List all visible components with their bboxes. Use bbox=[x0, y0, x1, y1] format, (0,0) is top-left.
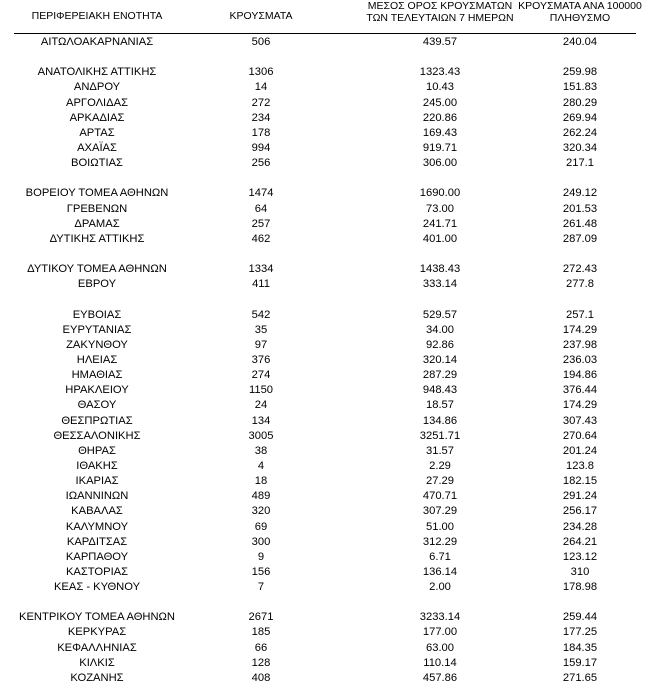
rate-per-100k-cell: 123.12 bbox=[562, 550, 598, 563]
region-name-cell: ΔΥΤΙΚΗΣ ΑΤΤΙΚΗΣ bbox=[49, 232, 145, 245]
avg-7-days-cell: 470.71 bbox=[422, 490, 458, 503]
table-row bbox=[0, 474, 650, 489]
region-name-cell: ΑΧΑΪΑΣ bbox=[77, 141, 117, 154]
avg-7-days-cell: 2.00 bbox=[429, 581, 451, 594]
cases-cell: 408 bbox=[251, 671, 271, 684]
table-row bbox=[0, 353, 650, 368]
avg-7-days-cell: 1690.00 bbox=[419, 187, 461, 200]
region-name-cell: ΒΟΡΕΙΟΥ ΤΟΜΕΑ ΑΘΗΝΩΝ bbox=[25, 187, 169, 200]
cases-cell: 4 bbox=[257, 459, 265, 472]
table-row bbox=[0, 368, 650, 383]
region-name-cell: ΚΙΛΚΙΣ bbox=[79, 656, 115, 669]
table-row bbox=[0, 323, 650, 338]
region-name-cell: ΘΗΡΑΣ bbox=[78, 444, 116, 457]
rate-per-100k-cell: 291.24 bbox=[562, 490, 598, 503]
table-row bbox=[0, 202, 650, 217]
region-name-cell: ΔΡΑΜΑΣ bbox=[74, 217, 120, 230]
table-row bbox=[0, 217, 650, 232]
avg-7-days-cell: 134.86 bbox=[422, 414, 458, 427]
rate-per-100k-cell: 201.53 bbox=[562, 202, 598, 215]
avg-7-days-cell: 110.14 bbox=[423, 656, 457, 669]
rate-per-100k-cell: 182.15 bbox=[562, 475, 598, 488]
cases-cell: 97 bbox=[254, 338, 268, 351]
rate-per-100k-cell: 261.48 bbox=[562, 217, 598, 230]
table-row bbox=[0, 141, 650, 156]
region-name-cell: ΕΥΒΟΙΑΣ bbox=[72, 308, 122, 321]
avg-7-days-cell: 320.14 bbox=[422, 353, 458, 366]
table-row bbox=[0, 580, 650, 595]
region-name-cell: ΚΕΑΣ - ΚΥΘΝΟΥ bbox=[53, 581, 141, 594]
avg-7-days-cell: 919.71 bbox=[422, 141, 458, 154]
table-row bbox=[0, 656, 650, 671]
rate-per-100k-cell: 174.29 bbox=[562, 323, 598, 336]
table-row bbox=[0, 641, 650, 656]
avg-7-days-cell: 3233.14 bbox=[419, 611, 461, 624]
cases-cell: 274 bbox=[251, 369, 271, 382]
table-row bbox=[0, 565, 650, 580]
cases-cell: 185 bbox=[251, 626, 271, 639]
table-row bbox=[0, 383, 650, 398]
avg-7-days-cell: 92.86 bbox=[426, 338, 454, 351]
table-row bbox=[0, 80, 650, 95]
region-name-cell: ΖΑΚΥΝΘΟΥ bbox=[66, 338, 128, 351]
rate-per-100k-cell: 159.17 bbox=[562, 656, 598, 669]
region-name-cell: ΑΡΤΑΣ bbox=[79, 126, 115, 139]
rate-per-100k-cell: 320.34 bbox=[562, 141, 598, 154]
rate-per-100k-cell: 201.24 bbox=[562, 444, 598, 457]
avg-7-days-cell: 18.57 bbox=[426, 399, 454, 412]
rate-per-100k-cell: 269.94 bbox=[562, 111, 598, 124]
cases-cell: 178 bbox=[251, 126, 271, 139]
table-row bbox=[0, 65, 650, 80]
avg-7-days-cell: 287.29 bbox=[422, 369, 458, 382]
avg-7-days-cell: 220.86 bbox=[422, 111, 458, 124]
cases-cell: 300 bbox=[251, 535, 271, 548]
cases-cell: 1474 bbox=[248, 187, 274, 200]
avg-7-days-cell: 51.00 bbox=[426, 520, 454, 533]
table-row bbox=[0, 535, 650, 550]
cases-cell: 14 bbox=[254, 81, 268, 94]
region-name-cell: ΓΡΕΒΕΝΩΝ bbox=[66, 202, 128, 215]
cases-cell: 1150 bbox=[248, 384, 274, 397]
region-name-cell: ΘΕΣΣΑΛΟΝΙΚΗΣ bbox=[53, 429, 141, 442]
avg-7-days-cell: 457.86 bbox=[422, 671, 458, 684]
avg-7-days-cell: 307.29 bbox=[422, 505, 458, 518]
region-name-cell: ΑΡΚΑΔΙΑΣ bbox=[69, 111, 125, 124]
rate-per-100k-cell: 240.04 bbox=[562, 36, 598, 48]
avg-7-days-cell: 306.00 bbox=[422, 157, 458, 170]
header-cases: ΚΡΟΥΣΜΑΤΑ bbox=[229, 10, 293, 22]
table-row bbox=[0, 429, 650, 444]
rate-per-100k-cell: 178.98 bbox=[562, 581, 598, 594]
rate-per-100k-cell: 194.86 bbox=[562, 369, 598, 382]
row-spacer bbox=[0, 247, 650, 262]
region-name-cell: ΚΕΡΚΥΡΑΣ bbox=[67, 626, 127, 639]
avg-7-days-cell: 333.14 bbox=[422, 278, 458, 291]
rate-per-100k-cell: 151.83 bbox=[562, 81, 598, 94]
avg-7-days-cell: 439.57 bbox=[422, 36, 458, 48]
cases-cell: 134 bbox=[251, 414, 271, 427]
avg-7-days-cell: 2.29 bbox=[429, 459, 451, 472]
region-name-cell: ΔΥΤΙΚΟΥ ΤΟΜΕΑ ΑΘΗΝΩΝ bbox=[27, 263, 167, 276]
rate-per-100k-cell: 287.09 bbox=[562, 232, 598, 245]
table-row bbox=[0, 308, 650, 323]
region-name-cell: ΗΜΑΘΙΑΣ bbox=[71, 369, 123, 382]
avg-7-days-cell: 1323.43 bbox=[419, 66, 461, 79]
cases-cell: 411 bbox=[252, 278, 270, 291]
cases-cell: 256 bbox=[251, 157, 271, 170]
header-rate-per-100k: ΚΡΟΥΣΜΑΤΑ ΑΝΑ 100000 ΠΛΗΘΥΣΜΟ bbox=[518, 0, 642, 24]
region-name-cell: ΚΑΡΔΙΤΣΑΣ bbox=[66, 535, 128, 548]
region-name-cell: ΘΕΣΠΡΩΤΙΑΣ bbox=[61, 414, 133, 427]
avg-7-days-cell: 6.71 bbox=[429, 550, 451, 563]
rate-per-100k-cell: 257.1 bbox=[566, 308, 594, 321]
table-row bbox=[0, 610, 650, 625]
table-row bbox=[0, 186, 650, 201]
table-row bbox=[0, 520, 650, 535]
rate-per-100k-cell: 259.98 bbox=[562, 66, 598, 79]
table-row bbox=[0, 277, 650, 292]
avg-7-days-cell: 31.57 bbox=[426, 444, 454, 457]
region-name-cell: ΑΝΑΤΟΛΙΚΗΣ ΑΤΤΙΚΗΣ bbox=[37, 66, 157, 79]
avg-7-days-cell: 169.43 bbox=[422, 126, 458, 139]
avg-7-days-cell: 241.71 bbox=[422, 217, 458, 230]
cases-cell: 506 bbox=[251, 36, 271, 48]
rate-per-100k-cell: 376.44 bbox=[562, 384, 598, 397]
cases-cell: 462 bbox=[251, 232, 271, 245]
cases-cell: 66 bbox=[254, 641, 268, 654]
cases-cell: 64 bbox=[254, 202, 268, 215]
rate-per-100k-cell: 184.35 bbox=[562, 641, 598, 654]
table-row bbox=[0, 489, 650, 504]
avg-7-days-cell: 3251.71 bbox=[419, 429, 461, 442]
rate-per-100k-cell: 272.43 bbox=[562, 263, 598, 276]
table-row bbox=[0, 126, 650, 141]
cases-cell: 38 bbox=[254, 444, 268, 457]
avg-7-days-cell: 401.00 bbox=[422, 232, 458, 245]
region-name-cell: ΒΟΙΩΤΙΑΣ bbox=[71, 157, 123, 170]
region-name-cell: ΘΑΣΟΥ bbox=[77, 399, 117, 412]
cases-cell: 3005 bbox=[248, 429, 274, 442]
table-row bbox=[0, 338, 650, 353]
table-row bbox=[0, 262, 650, 277]
cases-cell: 7 bbox=[257, 581, 265, 594]
row-spacer bbox=[0, 171, 650, 186]
rate-per-100k-cell: 262.24 bbox=[562, 126, 598, 139]
rate-per-100k-cell: 174.29 bbox=[562, 399, 598, 412]
header-region: ΠΕΡΙΦΕΡΕΙΑΚΗ ΕΝΟΤΗΤΑ bbox=[31, 10, 163, 22]
rate-per-100k-cell: 249.12 bbox=[562, 187, 598, 200]
rate-per-100k-cell: 234.28 bbox=[562, 520, 598, 533]
region-name-cell: ΕΥΡΥΤΑΝΙΑΣ bbox=[62, 323, 132, 336]
cases-cell: 156 bbox=[251, 565, 271, 578]
region-name-cell: ΑΡΓΟΛΙΔΑΣ bbox=[65, 96, 129, 109]
table-row bbox=[0, 111, 650, 126]
table-row bbox=[0, 671, 650, 686]
region-name-cell: ΚΑΡΠΑΘΟΥ bbox=[65, 550, 129, 563]
region-name-cell: ΚΑΒΑΛΑΣ bbox=[71, 505, 123, 518]
avg-7-days-cell: 27.29 bbox=[426, 475, 454, 488]
avg-7-days-cell: 34.00 bbox=[426, 323, 454, 336]
cases-cell: 234 bbox=[251, 111, 271, 124]
region-name-cell: ΑΙΤΩΛΟΑΚΑΡΝΑΝΙΑΣ bbox=[40, 36, 154, 48]
header-avg-7-days: ΜΕΣΟΣ ΟΡΟΣ ΚΡΟΥΣΜΑΤΩΝ ΤΩΝ ΤΕΛΕΥΤΑΙΩΝ 7 ΗΜΕΡΩΝ bbox=[366, 0, 514, 24]
avg-7-days-cell: 73.00 bbox=[426, 202, 454, 215]
region-name-cell: ΚΕΦΑΛΛΗΝΙΑΣ bbox=[57, 641, 137, 654]
table-row bbox=[0, 444, 650, 459]
region-name-cell: ΙΚΑΡΙΑΣ bbox=[75, 475, 119, 488]
rate-per-100k-cell: 277.8 bbox=[566, 278, 594, 291]
header-divider bbox=[14, 33, 636, 34]
table-row bbox=[0, 414, 650, 429]
rate-per-100k-cell: 236.03 bbox=[562, 353, 598, 366]
region-name-cell: ΑΝΔΡΟΥ bbox=[73, 81, 121, 94]
cases-cell: 320 bbox=[251, 505, 271, 518]
rate-per-100k-cell: 259.44 bbox=[562, 611, 598, 624]
cases-cell: 272 bbox=[251, 96, 271, 109]
cases-cell: 128 bbox=[251, 656, 271, 669]
region-name-cell: ΚΟΖΑΝΗΣ bbox=[70, 671, 124, 684]
region-name-cell: ΙΩΑΝΝΙΝΩΝ bbox=[65, 490, 129, 503]
cases-cell: 2671 bbox=[248, 611, 274, 624]
region-name-cell: ΚΑΣΤΟΡΙΑΣ bbox=[65, 565, 129, 578]
region-name-cell: ΚΑΛΥΜΝΟΥ bbox=[65, 520, 129, 533]
avg-7-days-cell: 312.29 bbox=[422, 535, 458, 548]
rate-per-100k-cell: 307.43 bbox=[562, 414, 598, 427]
rate-per-100k-cell: 310 bbox=[570, 565, 590, 578]
table-row bbox=[0, 625, 650, 640]
cases-cell: 69 bbox=[254, 520, 268, 533]
table-row bbox=[0, 232, 650, 247]
table-body bbox=[0, 35, 650, 686]
cases-cell: 18 bbox=[254, 475, 268, 488]
region-name-cell: ΚΕΝΤΡΙΚΟΥ ΤΟΜΕΑ ΑΘΗΝΩΝ bbox=[18, 611, 175, 624]
table-row bbox=[0, 550, 650, 565]
avg-7-days-cell: 529.57 bbox=[422, 308, 458, 321]
cases-cell: 1306 bbox=[248, 66, 274, 79]
table-row bbox=[0, 504, 650, 519]
table-row bbox=[0, 156, 650, 171]
region-name-cell: ΕΒΡΟΥ bbox=[77, 278, 117, 291]
rate-per-100k-cell: 271.65 bbox=[562, 671, 598, 684]
cases-cell: 376 bbox=[251, 353, 271, 366]
region-name-cell: ΙΘΑΚΗΣ bbox=[76, 459, 118, 472]
avg-7-days-cell: 245.00 bbox=[422, 96, 458, 109]
cases-cell: 257 bbox=[251, 217, 271, 230]
avg-7-days-cell: 948.43 bbox=[422, 384, 458, 397]
rate-per-100k-cell: 217.1 bbox=[566, 157, 594, 170]
rate-per-100k-cell: 256.17 bbox=[562, 505, 598, 518]
cases-cell: 35 bbox=[254, 323, 268, 336]
avg-7-days-cell: 1438.43 bbox=[419, 263, 461, 276]
row-spacer bbox=[0, 292, 650, 307]
table-row bbox=[0, 35, 650, 50]
avg-7-days-cell: 136.14 bbox=[422, 565, 458, 578]
avg-7-days-cell: 177.00 bbox=[422, 626, 458, 639]
rate-per-100k-cell: 123.8 bbox=[566, 459, 594, 472]
rate-per-100k-cell: 237.98 bbox=[562, 338, 598, 351]
cases-cell: 489 bbox=[251, 490, 271, 503]
cases-cell: 542 bbox=[251, 308, 271, 321]
rate-per-100k-cell: 177.25 bbox=[562, 626, 598, 639]
table-row bbox=[0, 459, 650, 474]
cases-cell: 24 bbox=[254, 399, 268, 412]
rate-per-100k-cell: 280.29 bbox=[562, 96, 598, 109]
row-spacer bbox=[0, 595, 650, 610]
row-spacer bbox=[0, 50, 650, 65]
cases-cell: 994 bbox=[251, 141, 271, 154]
table-row bbox=[0, 96, 650, 111]
avg-7-days-cell: 10.43 bbox=[426, 81, 454, 94]
rate-per-100k-cell: 270.64 bbox=[562, 429, 598, 442]
region-name-cell: ΗΡΑΚΛΕΙΟΥ bbox=[65, 384, 129, 397]
rate-per-100k-cell: 264.21 bbox=[562, 535, 598, 548]
table-row bbox=[0, 398, 650, 413]
cases-cell: 9 bbox=[257, 550, 265, 563]
avg-7-days-cell: 63.00 bbox=[426, 641, 454, 654]
region-name-cell: ΗΛΕΙΑΣ bbox=[76, 353, 118, 366]
cases-cell: 1334 bbox=[248, 263, 274, 276]
